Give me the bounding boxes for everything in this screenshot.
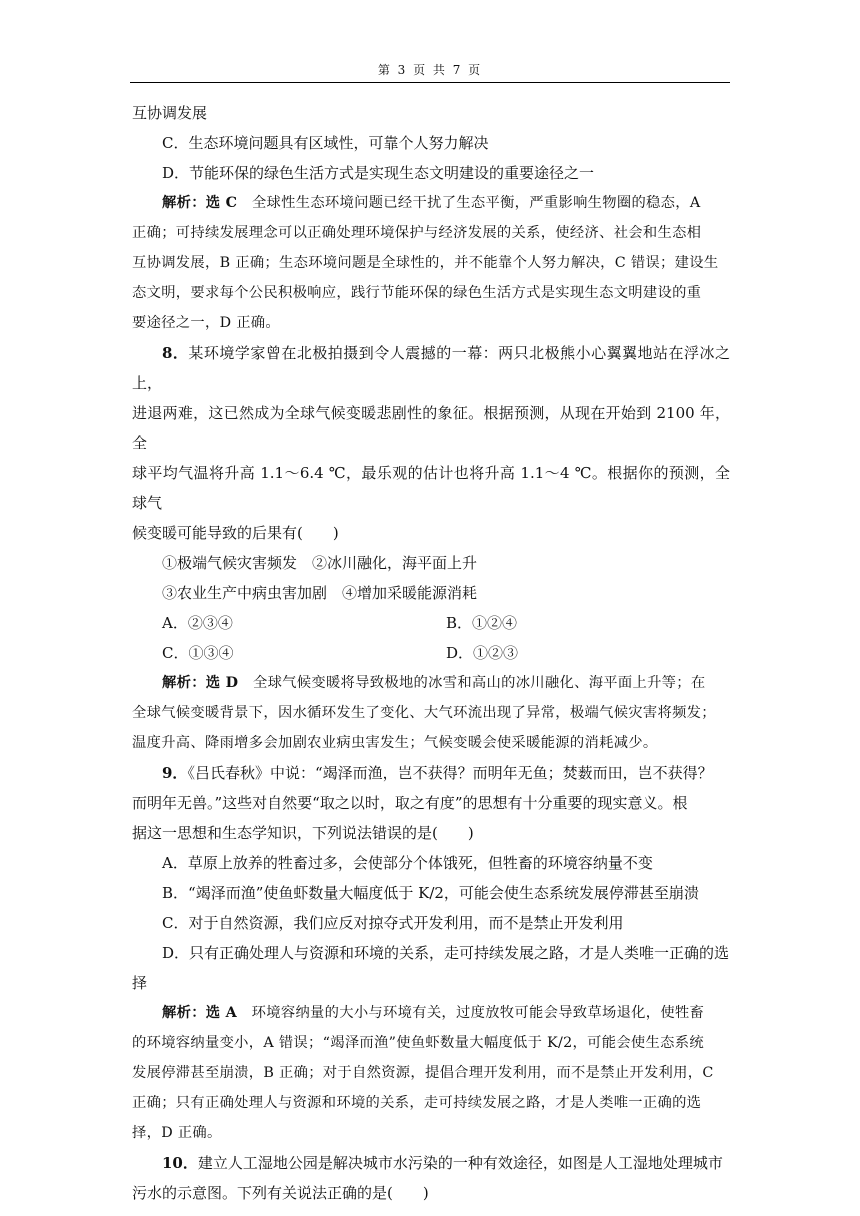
options-row [132, 608, 730, 638]
option-d-continuation: 择 [132, 974, 148, 992]
page-content [132, 98, 730, 1208]
solution-line: 全球性生态环境问题已经干扰了生态平衡，严重影响生物圈的稳态，A [237, 195, 701, 211]
question-line: 据这一思想和生态学知识，下列说法错误的是( ) [132, 824, 474, 842]
solution-line: 要途径之一，D 正确。 [132, 315, 280, 331]
question-line: 球平均气温将升高 1.1～6.4 ℃，最乐观的估计也将升高 1.1～4 ℃。根据你的预测，全球气 [132, 464, 730, 512]
solution-lead: 解析：选 A [162, 1005, 238, 1021]
solution-lead: 解析：选 D [162, 675, 239, 691]
solution-lead: 解析：选 C [162, 195, 238, 211]
option-b: B．“竭泽而渔”使鱼虾数量大幅度低于 K/2，可能会使生态系统发展停滞甚至崩溃 [162, 884, 699, 902]
option-d: D．①②③ [446, 644, 519, 662]
solution-line: 环境容纳量的大小与环境有关，过度放牧可能会导致草场退化，使牲畜 [237, 1005, 705, 1021]
question-line: 而明年无兽。”这些对自然要“取之以时，取之有度”的思想有十分重要的现实意义。根 [132, 794, 688, 812]
question-number: 9． [162, 764, 188, 782]
question-number: 8． [162, 344, 189, 362]
prev-continuation: 互协调发展 [132, 104, 208, 122]
option-d: D．只有正确处理人与资源和环境的关系，走可持续发展之路，才是人类唯一正确的选 [162, 944, 730, 962]
option-c: C．对于自然资源，我们应反对掠夺式开发利用，而不是禁止开发利用 [162, 914, 624, 932]
statement-items: ③农业生产中病虫害加剧 ④增加采暖能源消耗 [162, 584, 478, 602]
page-number-label: 第 3 页 共 7 页 [377, 63, 483, 77]
solution-line: 正确；只有正确处理人与资源和环境的关系，走可持续发展之路，才是人类唯一正确的选 [132, 1095, 702, 1111]
question-line: 建立人工湿地公园是解决城市水污染的一种有效途径，如图是人工湿地处理城市 [197, 1154, 723, 1172]
statement-items: ①极端气候灾害频发 ②冰川融化，海平面上升 [162, 554, 478, 572]
solution-line: 择，D 正确。 [132, 1125, 222, 1141]
solution-line: 的环境容纳量变小，A 错误；“竭泽而渔”使鱼虾数量大幅度低于 K/2，可能会使生态系统 [132, 1035, 704, 1051]
question-8 [132, 338, 730, 758]
question-line: 进退两难，这已然成为全球气候变暖悲剧性的象征。根据预测，从现在开始到 2100 年，全 [132, 404, 730, 452]
solution-line: 发展停滞甚至崩溃，B 正确；对于自然资源，提倡合理开发利用，而不是禁止开发利用，C [132, 1065, 714, 1081]
solution-line: 态文明，要求每个公民积极响应，践行节能环保的绿色生活方式是实现生态文明建设的重 [132, 285, 702, 301]
solution [132, 668, 730, 758]
option-b: B．①②④ [446, 614, 518, 632]
header-rule [130, 82, 730, 83]
prev-option-c: C．生态环境问题具有区域性，可靠个人努力解决 [162, 134, 489, 152]
prev-option-d: D．节能环保的绿色生活方式是实现生态文明建设的重要途径之一 [162, 164, 595, 182]
solution-line: 互协调发展，B 正确；生态环境问题是全球性的，并不能靠个人努力解决，C 错误；建设生 [132, 255, 719, 271]
question-line: 污水的示意图。下列有关说法正确的是( ) [132, 1184, 429, 1202]
prev-solution [132, 188, 730, 338]
page-header [130, 60, 730, 80]
question-line: 某环境学家曾在北极拍摄到令人震撼的一幕：两只北极熊小心翼翼地站在浮冰之上， [132, 344, 730, 392]
solution [132, 998, 730, 1148]
options-row [132, 638, 730, 668]
question-10 [132, 1148, 730, 1208]
solution-line: 全球气候变暖将导致极地的冰雪和高山的冰川融化、海平面上升等；在 [238, 675, 706, 691]
question-line: 候变暖可能导致的后果有( ) [132, 524, 339, 542]
question-number: 10． [162, 1154, 198, 1172]
solution-line: 正确；可持续发展理念可以正确处理环境保护与经济发展的关系，使经济、社会和生态相 [132, 225, 702, 241]
question-9 [132, 758, 730, 1148]
question-line: 《吕氏春秋》中说：“竭泽而渔，岂不获得？而明年无鱼；焚薮而田，岂不获得？ [187, 764, 713, 782]
option-c: C．①③④ [162, 644, 234, 662]
option-a: A．②③④ [162, 614, 233, 632]
solution-line: 全球气候变暖背景下，因水循环发生了变化、大气环流出现了异常，极端气候灾害将频发； [132, 705, 716, 721]
option-a: A．草原上放养的牲畜过多，会使部分个体饿死，但牲畜的环境容纳量不变 [162, 854, 653, 872]
solution-line: 温度升高、降雨增多会加剧农业病虫害发生；气候变暖会使采暖能源的消耗减少。 [132, 735, 658, 751]
